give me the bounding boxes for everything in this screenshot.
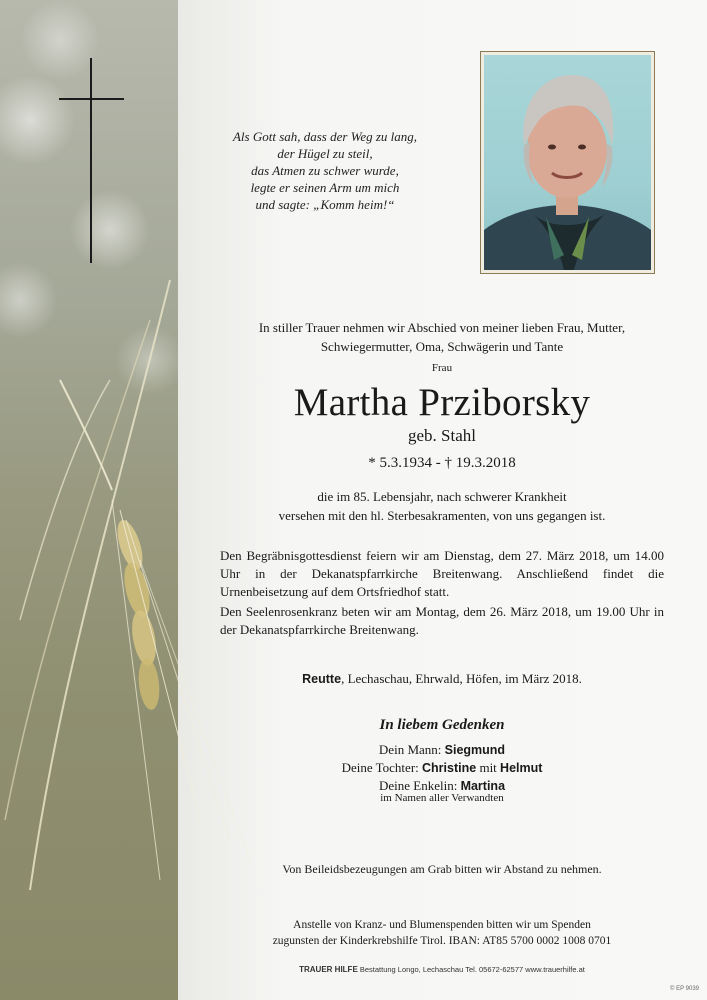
poem-line: und sagte: „Komm heim!“ — [255, 197, 395, 212]
deceased-name: Martha Prziborsky — [293, 381, 591, 424]
family-member-row — [200, 759, 684, 777]
family-name: Martina — [460, 779, 506, 793]
place-date-line — [200, 671, 684, 687]
family-name: Christine — [422, 761, 477, 775]
family-name: Helmut — [500, 761, 543, 775]
place-rest: , Lechaschau, Ehrwald, Höfen, im März 2018. — [341, 671, 582, 686]
intro-line-2: Schwiegermutter, Oma, Schwägerin und Tante — [320, 339, 564, 354]
print-code: © EP 9039 — [670, 986, 699, 992]
circumstances-line-2: versehen mit den hl. Sterbesakramenten, von uns gegangen ist. — [278, 508, 606, 523]
footer-imprint — [200, 965, 684, 974]
intro-text — [200, 318, 684, 356]
family-name: Siegmund — [444, 743, 506, 757]
portrait-figure — [484, 55, 651, 270]
salutation: Frau — [431, 362, 453, 374]
poem — [210, 128, 440, 213]
cross-horizontal-bar — [59, 98, 124, 100]
family-member-row — [200, 741, 684, 759]
donation-line-2: zugunsten der Kinderkrebshilfe Tirol. IBAN: AT85 5700 0002 1008 0701 — [272, 935, 612, 947]
life-dates: * 5.3.1934 - † 19.3.2018 — [368, 455, 516, 471]
poem-line: legte er seinen Arm um mich — [250, 180, 400, 195]
relatives-note: im Namen aller Verwandten — [380, 792, 504, 804]
funeral-service-text: Den Begräbnisgottesdienst feiern wir am Dienstag, dem 27. März 2018, um 14.00 Uhr in der Dekanatspfarrkirche Breitenwang. Anschließend findet die Urnenbeisetzung auf dem Ortsfriedhof statt. — [220, 548, 664, 599]
family-list — [200, 741, 684, 795]
circumstances-line-1: die im 85. Lebensjahr, nach schwerer Krankheit — [317, 489, 567, 504]
memory-heading: In liebem Gedenken — [379, 717, 505, 733]
poem-line: der Hügel zu steil, — [277, 146, 373, 161]
circumstances-text — [200, 487, 684, 525]
family-joiner: mit — [476, 760, 501, 775]
family-relation: Deine Tochter: — [341, 760, 423, 775]
donation-line-1: Anstelle von Kranz- und Blumenspenden bitten wir um Spenden — [293, 919, 591, 931]
portrait-photo — [484, 55, 651, 270]
poem-line: das Atmen zu schwer wurde, — [251, 163, 399, 178]
maiden-name: geb. Stahl — [408, 426, 476, 445]
donation-note — [200, 917, 684, 949]
rosary-service-text: Den Seelenrosenkranz beten wir am Montag, dem 26. März 2018, um 19.00 Uhr in der Dekanatspfarrkirche Breitenwang. — [220, 604, 664, 637]
place-town: Reutte — [302, 672, 342, 686]
intro-line-1: In stiller Trauer nehmen wir Abschied von meiner lieben Frau, Mutter, — [258, 320, 626, 335]
poem-line: Als Gott sah, dass der Weg zu lang, — [232, 129, 418, 144]
footer-brand: TRAUER HILFE — [299, 965, 358, 974]
portrait-photo-frame — [480, 51, 655, 274]
family-relation: Deine Enkelin: — [378, 778, 461, 793]
cross-vertical-bar — [90, 58, 92, 263]
footer-text: Bestattung Longo, Lechaschau Tel. 05672-62577 www.trauerhilfe.at — [357, 965, 585, 974]
family-relation: Dein Mann: — [378, 742, 445, 757]
condolences-note: Von Beileidsbezeugungen am Grab bitten wir Abstand zu nehmen. — [282, 862, 602, 876]
